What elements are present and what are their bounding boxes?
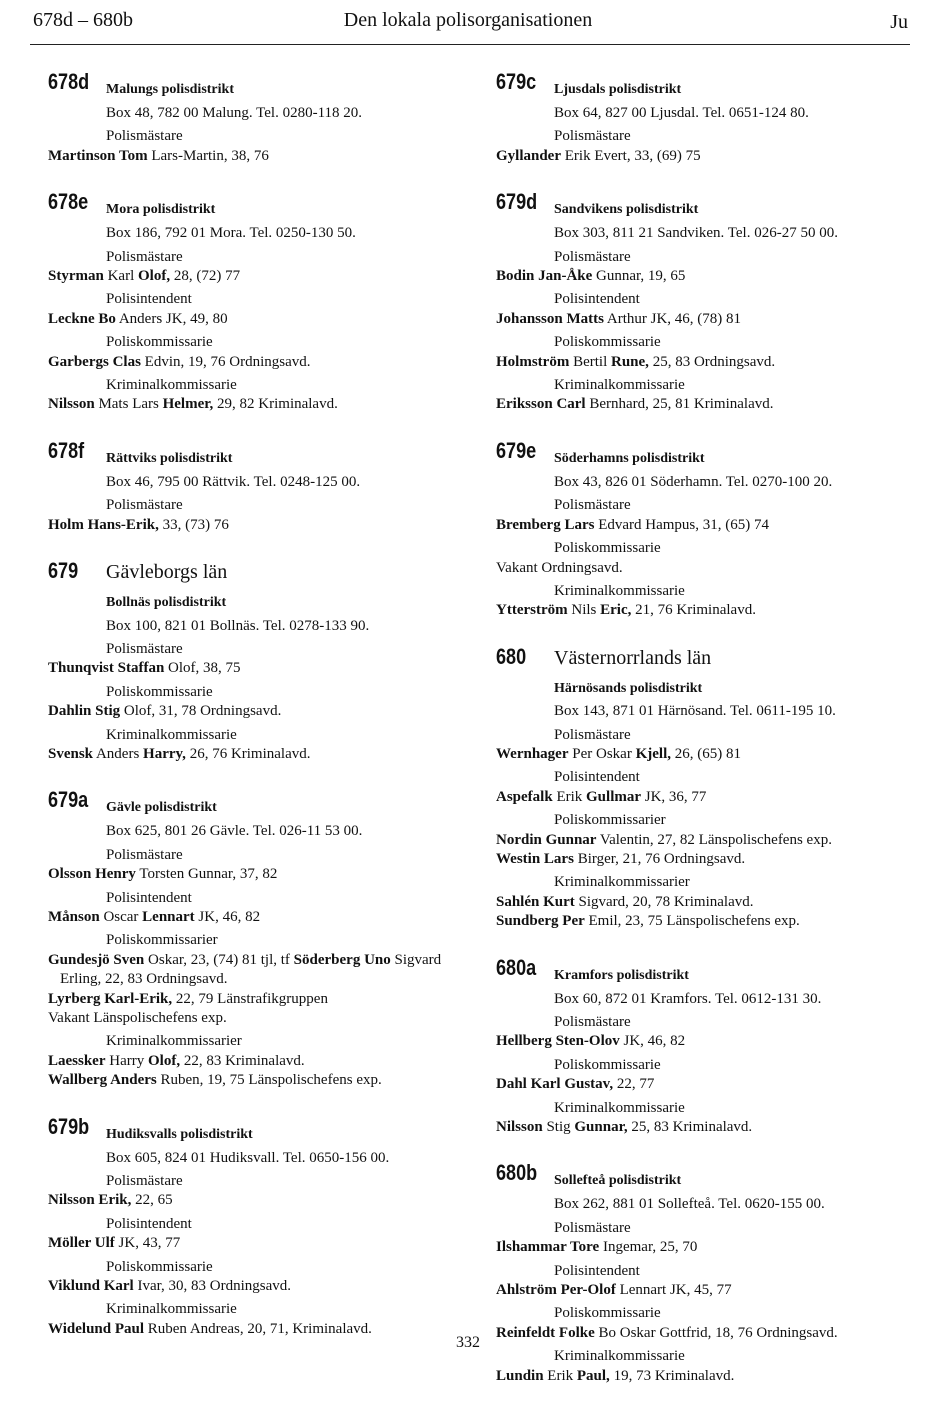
spacer bbox=[36, 1091, 456, 1095]
district-name: Söderhamns polisdistrikt bbox=[554, 450, 705, 466]
person-surname: Martinson Tom bbox=[48, 147, 148, 164]
person-surname: Svensk bbox=[48, 745, 94, 762]
person-entry bbox=[36, 908, 456, 927]
role-title: Poliskommissarie bbox=[554, 540, 661, 557]
person-callname: Olof, bbox=[138, 268, 171, 285]
person-entry bbox=[36, 1277, 456, 1296]
role-title: Poliskommissarie bbox=[106, 683, 213, 700]
person-details: Lars-Martin, 38, 76 bbox=[147, 147, 269, 164]
role-title: Poliskommissarier bbox=[554, 812, 666, 829]
person-entry bbox=[484, 1032, 914, 1051]
person-surname: Nilsson bbox=[48, 396, 95, 413]
person-surname: Möller Ulf bbox=[48, 1235, 115, 1252]
section-heading bbox=[36, 437, 456, 473]
district-name: Härnösands polisdistrikt bbox=[554, 680, 703, 696]
page-number: 332 bbox=[456, 1334, 480, 1351]
person-details: Bernhard, 25, 81 Kriminalavd. bbox=[585, 396, 774, 413]
person-details: Olof, 31, 78 Ordningsavd. bbox=[120, 703, 282, 720]
section-heading bbox=[36, 188, 456, 224]
county-name: Västernorrlands län bbox=[554, 646, 712, 669]
district-name: Ljusdals polisdistrikt bbox=[554, 82, 682, 97]
person-surname: Sahlén Kurt bbox=[496, 893, 575, 910]
person-details: 29, 82 Kriminalavd. bbox=[213, 396, 338, 413]
person-details: JK, 36, 77 bbox=[641, 788, 707, 805]
person-details: Bertil bbox=[569, 353, 611, 370]
person-callname: Kjell, bbox=[635, 745, 671, 762]
district-section bbox=[484, 68, 914, 170]
person-surname: Holm Hans-Erik, bbox=[48, 516, 159, 533]
spacer bbox=[484, 932, 914, 936]
section-heading bbox=[36, 1113, 456, 1149]
person-details: Ruben Andreas, 20, 71, Kriminalavd. bbox=[144, 1320, 372, 1337]
person-entry bbox=[36, 1009, 456, 1028]
district-address: Box 186, 792 01 Mora. Tel. 0250-130 50. bbox=[106, 225, 356, 242]
district-address: Box 625, 801 26 Gävle. Tel. 026-11 53 00. bbox=[106, 823, 363, 840]
role-title: Polismästare bbox=[106, 248, 183, 265]
person-details: JK, 46, 82 bbox=[194, 908, 261, 925]
person-entry bbox=[36, 395, 456, 414]
person-entry bbox=[484, 559, 914, 578]
section-heading bbox=[484, 1159, 914, 1195]
person-surname: Bodin Jan-Åke bbox=[496, 268, 593, 285]
person-entry bbox=[484, 1238, 914, 1257]
person-details: Edvard Hampus, 31, (65) 74 bbox=[594, 516, 770, 533]
spacer bbox=[484, 166, 914, 170]
person-entry bbox=[484, 516, 914, 535]
person-details: Gunnar, 19, 65 bbox=[592, 268, 686, 285]
person-details: Anders JK, 49, 80 bbox=[115, 310, 228, 327]
person-details: Emil, 23, 75 Länspolischefens exp. bbox=[584, 913, 800, 930]
district-section bbox=[484, 437, 914, 625]
person-surname: Eriksson Carl bbox=[496, 396, 586, 413]
person-entry bbox=[484, 1118, 914, 1137]
person-details: Erik Evert, 33, (69) 75 bbox=[561, 147, 701, 164]
person-details: 26, (65) 81 bbox=[670, 745, 741, 762]
district-section bbox=[484, 1159, 914, 1390]
person-details: 28, (72) 77 bbox=[170, 268, 241, 285]
district-section bbox=[36, 557, 456, 768]
district-name: Rättviks polisdistrikt bbox=[106, 450, 233, 466]
person-entry bbox=[36, 951, 456, 990]
district-name: Sollefteå polisdistrikt bbox=[554, 1173, 682, 1189]
person-entry bbox=[36, 1052, 456, 1071]
district-section bbox=[36, 1113, 456, 1344]
page-header bbox=[0, 0, 936, 48]
person-surname: Thunqvist Staffan bbox=[48, 660, 165, 677]
district-section bbox=[36, 786, 456, 1094]
section-code: 680 bbox=[496, 643, 527, 669]
section-heading bbox=[484, 954, 914, 990]
person-entry bbox=[36, 1191, 456, 1210]
person-entry bbox=[484, 788, 914, 807]
spacer bbox=[484, 621, 914, 625]
district-name: Bollnäs polisdistrikt bbox=[106, 595, 227, 611]
person-details: Valentin, 27, 82 Länspolischefens exp. bbox=[596, 831, 832, 848]
person-entry bbox=[36, 1071, 456, 1090]
section-code: 679e bbox=[496, 437, 537, 463]
role-title: Kriminalkommissarie bbox=[106, 1301, 237, 1318]
person-callname: Gullmar bbox=[586, 788, 642, 805]
person-surname: Sundberg Per bbox=[496, 913, 585, 930]
role-title: Kriminalkommissarie bbox=[106, 377, 237, 394]
role-title: Polismästare bbox=[554, 128, 631, 145]
person-entry bbox=[36, 990, 456, 1009]
person-entry bbox=[36, 267, 456, 286]
person-surname: Gyllander bbox=[496, 147, 562, 164]
person-surname: Wernhager bbox=[496, 745, 569, 762]
person-details: 33, (73) 76 bbox=[158, 516, 229, 533]
spacer bbox=[36, 415, 456, 419]
section-heading bbox=[484, 643, 914, 679]
person-details: Harry bbox=[105, 1052, 148, 1069]
person-surname: Lundin bbox=[496, 1367, 544, 1384]
role-title: Polismästare bbox=[554, 726, 631, 743]
person-details: Erik bbox=[552, 788, 587, 805]
section-code: 678f bbox=[48, 437, 85, 463]
section-code: 680a bbox=[496, 954, 537, 980]
person-details: 25, 83 Ordningsavd. bbox=[648, 353, 776, 370]
district-name: Malungs polisdistrikt bbox=[106, 82, 234, 97]
person-callname: Gunnar, bbox=[574, 1119, 628, 1136]
person-details: Ivar, 30, 83 Ordningsavd. bbox=[133, 1278, 292, 1295]
person-details: Erik bbox=[543, 1367, 577, 1384]
left-column bbox=[36, 68, 456, 1361]
person-callname: Eric, bbox=[600, 602, 632, 619]
person-details: JK, 46, 82 bbox=[619, 1033, 686, 1050]
person-surname: Widelund Paul bbox=[48, 1320, 145, 1337]
section-code: 679c bbox=[496, 69, 537, 94]
person-entry bbox=[484, 1281, 914, 1300]
district-name: Hudiksvalls polisdistrikt bbox=[106, 1126, 253, 1142]
district-address: Box 64, 827 00 Ljusdal. Tel. 0651-124 80. bbox=[554, 105, 809, 121]
person-surname: Leckne Bo bbox=[48, 310, 116, 327]
person-surname: Ytterström bbox=[496, 602, 568, 619]
person-details: Anders bbox=[93, 745, 144, 762]
person-surname: Dahl Karl Gustav, bbox=[496, 1076, 614, 1093]
person-details: Bo Oskar Gottfrid, 18, 76 Ordningsavd. bbox=[594, 1324, 838, 1341]
section-code: 679 bbox=[48, 558, 79, 584]
role-title: Polismästare bbox=[106, 846, 183, 863]
person-surname: Ilshammar Tore bbox=[496, 1239, 600, 1256]
role-title: Polismästare bbox=[106, 497, 183, 514]
person-callname: Harry, bbox=[143, 745, 186, 762]
person-entry bbox=[36, 147, 456, 166]
role-title: Polismästare bbox=[106, 1173, 183, 1190]
district-address: Box 303, 811 21 Sandviken. Tel. 026-27 50 00. bbox=[554, 225, 838, 242]
person-entry bbox=[36, 310, 456, 329]
section-code: 680b bbox=[496, 1160, 538, 1186]
person-details: Stig bbox=[542, 1119, 575, 1136]
header-tag: Ju bbox=[890, 11, 908, 33]
spacer bbox=[36, 764, 456, 768]
district-address: Box 43, 826 01 Söderhamn. Tel. 0270-100 20. bbox=[554, 473, 833, 490]
spacer bbox=[484, 1137, 914, 1141]
spacer bbox=[484, 1386, 914, 1390]
person-entry bbox=[484, 147, 914, 166]
person-entry bbox=[484, 1075, 914, 1094]
person-entry bbox=[484, 1367, 914, 1386]
role-title: Poliskommissarie bbox=[554, 1056, 661, 1073]
role-title: Kriminalkommissarie bbox=[554, 582, 685, 599]
person-details: Ruben, 19, 75 Länspolischefens exp. bbox=[156, 1072, 382, 1089]
person-surname: Aspefalk bbox=[496, 788, 553, 805]
person-entry bbox=[36, 353, 456, 372]
district-section bbox=[484, 954, 914, 1142]
spacer bbox=[484, 415, 914, 419]
role-title: Kriminalkommissarie bbox=[554, 377, 685, 394]
person-callname: Lennart bbox=[142, 908, 195, 925]
person-surname: Styrman bbox=[48, 268, 104, 285]
role-title: Poliskommissarie bbox=[554, 1305, 661, 1322]
spacer bbox=[36, 535, 456, 539]
person-details: Oskar, 23, (74) 81 tjl, tf bbox=[144, 951, 294, 968]
person-surname: Westin Lars bbox=[496, 850, 574, 867]
person-entry bbox=[484, 395, 914, 414]
role-title: Kriminalkommissarier bbox=[106, 1033, 242, 1050]
person-surname: Wallberg Anders bbox=[48, 1072, 157, 1089]
section-heading bbox=[484, 68, 914, 104]
district-name: Gävle polisdistrikt bbox=[106, 800, 217, 816]
person-surname: Laessker bbox=[48, 1052, 106, 1069]
person-callname: Söderberg Uno bbox=[293, 951, 391, 968]
district-name: Sandvikens polisdistrikt bbox=[554, 202, 699, 218]
person-details: Edvin, 19, 76 Ordningsavd. bbox=[140, 353, 311, 370]
section-code: 678e bbox=[48, 189, 89, 215]
county-name: Gävleborgs län bbox=[106, 561, 228, 584]
header-title: Den lokala polisorganisationen bbox=[343, 9, 593, 31]
person-surname: Garbergs Clas bbox=[48, 353, 141, 370]
person-surname: Bremberg Lars bbox=[496, 516, 595, 533]
district-address: Box 605, 824 01 Hudiksvall. Tel. 0650-156 00. bbox=[106, 1149, 390, 1166]
role-title: Polismästare bbox=[106, 640, 183, 657]
role-title: Polisintendent bbox=[554, 769, 640, 786]
person-details: 19, 73 Kriminalavd. bbox=[609, 1367, 735, 1384]
person-details: 22, 65 bbox=[131, 1192, 173, 1209]
person-surname: Nordin Gunnar bbox=[496, 831, 597, 848]
header-range: 678d – 680b bbox=[33, 9, 133, 31]
person-surname: Johansson Matts bbox=[496, 310, 604, 327]
person-surname: Reinfeldt Folke bbox=[496, 1324, 595, 1341]
role-title: Kriminalkommissarie bbox=[554, 1099, 685, 1116]
person-details: 21, 76 Kriminalavd. bbox=[631, 602, 756, 619]
person-details: Sigvard Erling, 22, 83 Ordningsavd. bbox=[60, 951, 442, 988]
person-surname: Gundesjö Sven bbox=[48, 951, 145, 968]
right-column bbox=[484, 68, 914, 1408]
person-entry bbox=[36, 745, 456, 764]
person-details: Vakant Ordningsavd. bbox=[496, 559, 623, 576]
person-details: Olof, 38, 75 bbox=[164, 660, 241, 677]
district-address: Box 100, 821 01 Bollnäs. Tel. 0278-133 90. bbox=[106, 617, 370, 634]
role-title: Polisintendent bbox=[554, 1262, 640, 1279]
person-entry bbox=[484, 353, 914, 372]
person-details: 25, 83 Kriminalavd. bbox=[627, 1119, 753, 1136]
person-entry bbox=[484, 745, 914, 764]
person-details: 22, 79 Länstrafikgruppen bbox=[172, 990, 328, 1007]
spacer bbox=[36, 166, 456, 170]
section-heading bbox=[484, 437, 914, 473]
person-surname: Olsson Henry bbox=[48, 866, 136, 883]
person-details: Nils bbox=[567, 602, 601, 619]
role-title: Kriminalkommissarie bbox=[554, 1348, 685, 1365]
district-section bbox=[36, 437, 456, 539]
person-surname: Holmström bbox=[496, 353, 570, 370]
district-address: Box 48, 782 00 Malung. Tel. 0280-118 20. bbox=[106, 105, 363, 121]
role-title: Poliskommissarie bbox=[106, 1258, 213, 1275]
person-entry bbox=[36, 865, 456, 884]
district-name: Kramfors polisdistrikt bbox=[554, 967, 689, 983]
person-surname: Lyrberg Karl-Erik, bbox=[48, 990, 173, 1007]
section-code: 679b bbox=[48, 1113, 90, 1139]
person-details: Sigvard, 20, 78 Kriminalavd. bbox=[574, 893, 754, 910]
person-details: 26, 76 Kriminalavd. bbox=[185, 745, 311, 762]
person-entry bbox=[484, 831, 914, 850]
role-title: Poliskommissarie bbox=[554, 334, 661, 351]
person-surname: Ahlström Per-Olof bbox=[496, 1282, 616, 1299]
section-code: 678d bbox=[48, 69, 90, 94]
person-details: Arthur JK, 46, (78) 81 bbox=[603, 310, 742, 327]
role-title: Polismästare bbox=[554, 1219, 631, 1236]
person-details: Oscar bbox=[99, 908, 143, 925]
role-title: Polismästare bbox=[554, 497, 631, 514]
person-callname: Paul, bbox=[576, 1367, 610, 1384]
person-entry bbox=[36, 516, 456, 535]
section-code: 679a bbox=[48, 787, 89, 813]
person-details: 22, 83 Kriminalavd. bbox=[180, 1052, 305, 1069]
person-details: Ingemar, 25, 70 bbox=[599, 1239, 698, 1256]
district-section bbox=[484, 188, 914, 419]
person-callname: Olof, bbox=[147, 1052, 181, 1069]
person-details: 22, 77 bbox=[613, 1076, 655, 1093]
person-details: Lennart JK, 45, 77 bbox=[615, 1282, 732, 1299]
district-address: Box 46, 795 00 Rättvik. Tel. 0248-125 00. bbox=[106, 473, 361, 490]
person-details: Vakant Länspolischefens exp. bbox=[48, 1010, 227, 1026]
person-details: Karl bbox=[103, 268, 138, 285]
person-entry bbox=[484, 850, 914, 869]
person-callname: Helmer, bbox=[162, 396, 214, 413]
role-title: Polismästare bbox=[554, 248, 631, 265]
district-address: Box 143, 871 01 Härnösand. Tel. 0611-195 10. bbox=[554, 703, 836, 720]
header-rule bbox=[30, 44, 910, 45]
person-entry bbox=[36, 1234, 456, 1253]
person-details: Torsten Gunnar, 37, 82 bbox=[135, 866, 278, 883]
role-title: Kriminalkommissarier bbox=[554, 874, 690, 891]
role-title: Polisintendent bbox=[106, 291, 192, 308]
person-surname: Nilsson bbox=[496, 1119, 543, 1136]
role-title: Polisintendent bbox=[554, 291, 640, 308]
person-details: Per Oskar bbox=[568, 745, 636, 762]
person-callname: Rune, bbox=[611, 353, 649, 370]
district-address: Box 262, 881 01 Sollefteå. Tel. 0620-155 00. bbox=[554, 1196, 825, 1213]
section-heading bbox=[36, 786, 456, 822]
role-title: Kriminalkommissarie bbox=[106, 726, 237, 743]
role-title: Poliskommissarier bbox=[106, 932, 218, 949]
person-surname: Nilsson Erik, bbox=[48, 1192, 132, 1209]
person-details: Birger, 21, 76 Ordningsavd. bbox=[573, 850, 746, 867]
role-title: Poliskommissarie bbox=[106, 334, 213, 351]
person-entry bbox=[484, 601, 914, 620]
section-heading bbox=[36, 557, 456, 593]
person-entry bbox=[484, 893, 914, 912]
district-section bbox=[484, 643, 914, 936]
role-title: Polismästare bbox=[106, 128, 183, 145]
person-details: Mats Lars bbox=[94, 396, 163, 413]
role-title: Polisintendent bbox=[106, 1215, 192, 1232]
district-section bbox=[36, 68, 456, 170]
district-section bbox=[36, 188, 456, 419]
person-entry bbox=[484, 912, 914, 931]
person-surname: Dahlin Stig bbox=[48, 703, 121, 720]
role-title: Polisintendent bbox=[106, 889, 192, 906]
person-entry bbox=[36, 659, 456, 678]
section-code: 679d bbox=[496, 189, 538, 215]
role-title: Polismästare bbox=[554, 1014, 631, 1030]
person-surname: Viklund Karl bbox=[48, 1278, 134, 1295]
person-details: JK, 43, 77 bbox=[114, 1235, 181, 1252]
person-entry bbox=[36, 702, 456, 721]
person-entry bbox=[484, 310, 914, 329]
district-name: Mora polisdistrikt bbox=[106, 202, 216, 218]
person-entry bbox=[484, 267, 914, 286]
district-address: Box 60, 872 01 Kramfors. Tel. 0612-131 30. bbox=[554, 990, 822, 1007]
person-surname: Hellberg Sten-Olov bbox=[496, 1033, 620, 1050]
person-surname: Månson bbox=[48, 908, 100, 925]
section-heading bbox=[36, 68, 456, 104]
section-heading bbox=[484, 188, 914, 224]
